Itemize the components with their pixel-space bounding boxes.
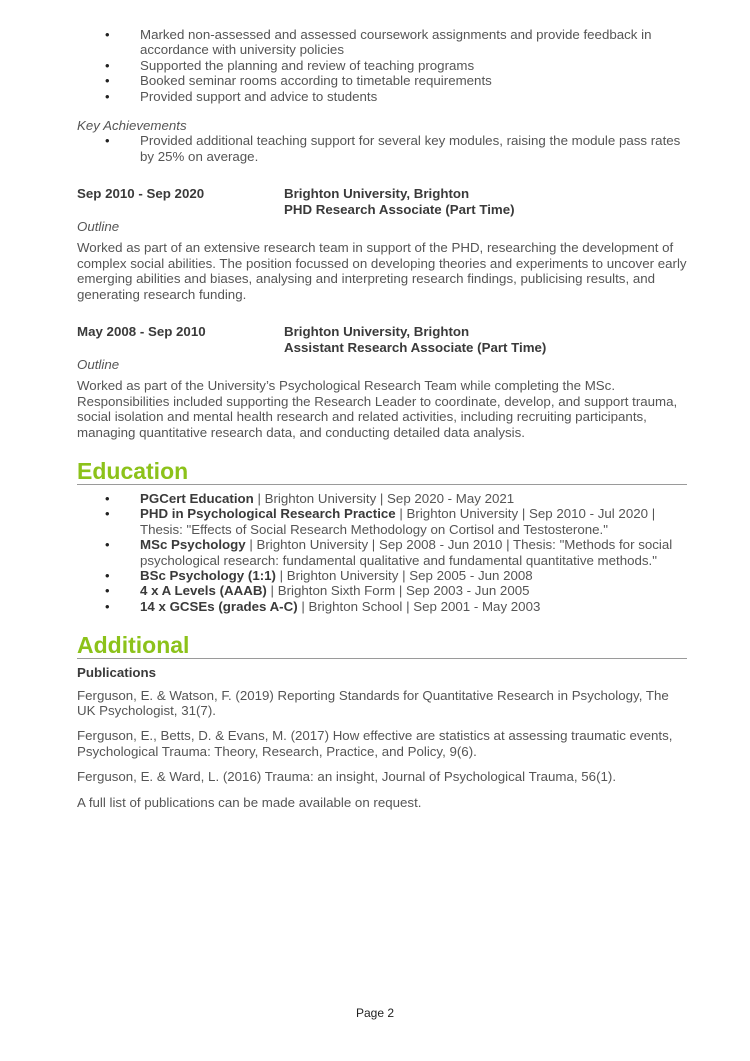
job-organisation: Brighton University, Brighton	[284, 186, 470, 202]
list-item: • Provided additional teaching support for several key modules, raising the module pass rates by 25% on average.	[105, 133, 681, 164]
publications-heading: Publications	[77, 665, 157, 681]
job-role: Assistant Research Associate (Part Time)	[284, 339, 547, 355]
page-number: Page 2	[355, 1006, 395, 1020]
bullet-icon: •	[105, 537, 110, 553]
job-dates: May 2008 - Sep 2010	[77, 324, 206, 340]
list-item: • Booked seminar rooms according to timetable requirements	[105, 73, 492, 89]
list-item: • BSc Psychology (1:1) | Brighton University | Sep 2005 - Jun 2008	[105, 567, 533, 583]
bullet-icon: •	[105, 506, 110, 522]
bullet-icon: •	[105, 583, 110, 599]
bullet-icon: •	[105, 57, 110, 73]
achievements-list	[77, 133, 687, 164]
bullet-icon: •	[105, 567, 110, 583]
list-item: • 4 x A Levels (AAAB) | Brighton Sixth Form | Sep 2003 - Jun 2005	[105, 583, 530, 599]
list-item: • MSc Psychology | Brighton University | Sep 2008 - Jun 2010 | Thesis: "Methods for social psychological research: fundamental qualitative and fundamental quantitative methods."	[105, 537, 673, 568]
cv-content	[77, 27, 687, 810]
publication-entry: Ferguson, E. & Watson, F. (2019) Reporting Standards for Quantitative Research in Psychology, The UK Psychologist, 31(7).	[77, 687, 669, 718]
job-header	[77, 186, 687, 217]
section-divider	[77, 484, 687, 485]
job-organisation: Brighton University, Brighton	[284, 324, 470, 340]
bullet-icon: •	[105, 27, 110, 42]
job-dates: Sep 2010 - Sep 2020	[77, 186, 205, 202]
list-item: • 14 x GCSEs (grades A-C) | Brighton School | Sep 2001 - May 2003	[105, 598, 541, 614]
list-item: • Marked non-assessed and assessed coursework assignments and provide feedback in accordance with university policies	[105, 27, 652, 58]
publication-entry: Ferguson, E., Betts, D. & Evans, M. (2017) How effective are statistics at assessing traumatic events, Psychological Trauma: Theory, Research, Practice, and Policy, 9(6).	[77, 728, 673, 759]
education-heading: Education	[77, 457, 189, 484]
job-outline: Worked as part of the University’s Psychological Research Team while completing the MSc. Responsibilities included supporting the Research Leader to coordinate, develop, and support trauma, social isolation and mental health research and related activities, including recruiting participants, managing quantitative research data, and conducting detailed data analysis.	[77, 378, 678, 440]
key-achievements-label: Key Achievements	[77, 118, 187, 134]
additional-heading: Additional	[77, 632, 190, 659]
job-header	[77, 324, 687, 355]
job-role: PHD Research Associate (Part Time)	[284, 201, 515, 217]
job-org-role	[284, 186, 515, 217]
bullet-icon: •	[105, 88, 110, 104]
job-outline: Worked as part of an extensive research team in support of the PHD, researching the development of complex social abilities. The position focussed on developing theories and experiments to uncover early emerging abilities and biases, analysing and interpreting research findings, publicising results, and generating research funding.	[77, 240, 687, 302]
list-item: • PHD in Psychological Research Practice | Brighton University | Sep 2010 - Jul 2020 | Thesis: "Effects of Social Research Methodology on Cortisol and Testosterone."	[105, 506, 656, 537]
section-divider	[77, 658, 687, 659]
responsibilities-list	[77, 27, 687, 104]
outline-label: Outline	[77, 356, 120, 372]
list-item: • Supported the planning and review of teaching programs	[105, 57, 475, 73]
job-org-role	[284, 324, 546, 355]
bullet-icon: •	[105, 73, 110, 89]
publications-note: A full list of publications can be made available on request.	[77, 794, 422, 810]
bullet-icon: •	[105, 133, 110, 149]
publication-entry: Ferguson, E. & Ward, L. (2016) Trauma: an insight, Journal of Psychological Trauma, 56(1).	[77, 769, 617, 785]
bullet-icon: •	[105, 598, 110, 614]
outline-label: Outline	[77, 219, 120, 235]
education-list	[77, 491, 687, 614]
list-item: • PGCert Education | Brighton University | Sep 2020 - May 2021	[105, 490, 515, 506]
bullet-icon: •	[105, 490, 110, 506]
list-item: • Provided support and advice to students	[105, 88, 378, 104]
